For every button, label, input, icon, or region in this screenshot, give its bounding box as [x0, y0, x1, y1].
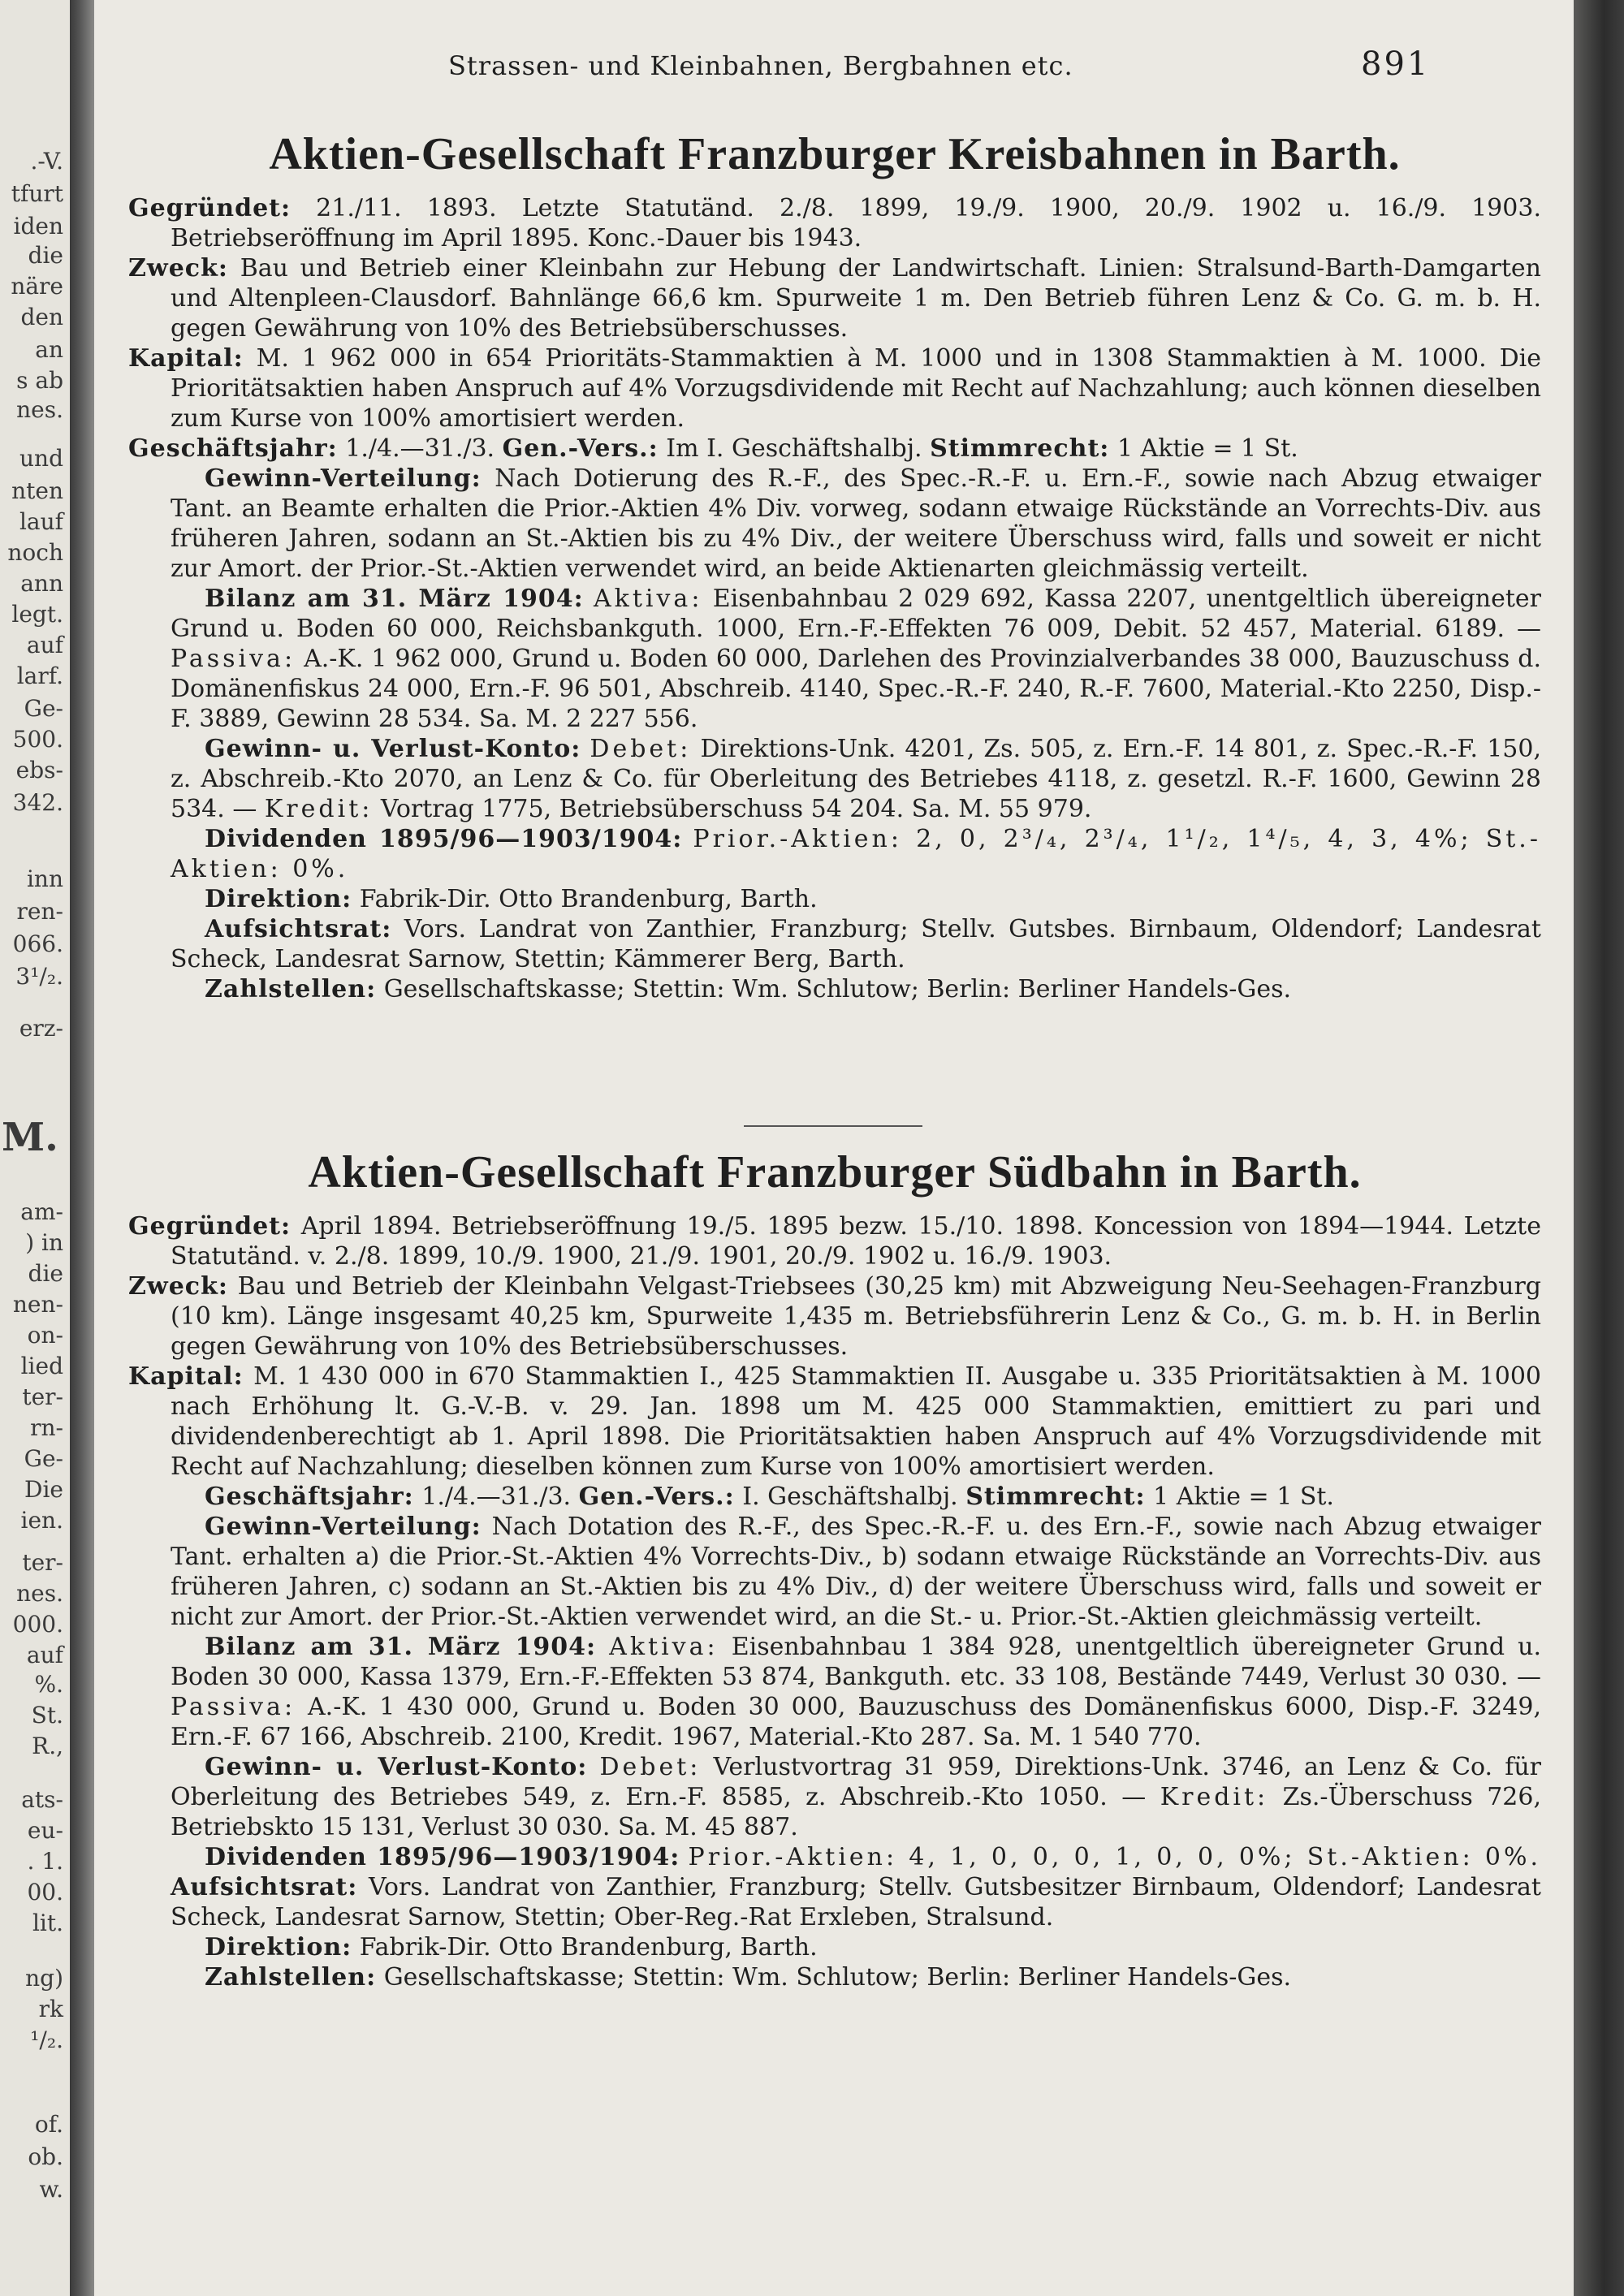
adjacent-page-fragment-text: Ge- [24, 1445, 63, 1472]
adjacent-page-fragment-text: w. [39, 2176, 63, 2203]
liabilities-text: A.-K. 1 962 000, Grund u. Boden 60 000, Darlehen des Provinzialverbandes 38 000, Bauzuschuss d. Domänenfiskus 24 000, Ern.-F. 96 501, Abschreib. 4140, Spec.-R.-F. 240, R.-F. 7600, Material.-Kto 2250, Disp.-F. 3889, Gewinn 28 534. Sa. M. 2 227 556. [171, 645, 1541, 733]
voting-right-text: 1 Aktie = 1 St. [1116, 434, 1298, 463]
fiscal-year-entry [128, 1482, 1541, 1512]
adjacent-page-fragment [0, 0, 70, 2296]
section-divider [744, 1125, 922, 1127]
profit-loss-entry [128, 1752, 1541, 1842]
debit-label: Debet: [599, 1753, 702, 1781]
fiscal-year-entry [128, 434, 1541, 464]
adjacent-page-fragment-text: iden [13, 213, 63, 240]
adjacent-page-fragment-text: inn [26, 865, 63, 892]
assets-label: Aktiva: [593, 585, 703, 613]
adjacent-page-fragment-text: legt. [11, 601, 63, 628]
fiscal-year-label: Geschäftsjahr: [128, 434, 338, 463]
supervisory-board-text: Vors. Landrat von Zanthier, Franzburg; Stellv. Gutsbes. Birnbaum, Oldendorf; Landesrat Scheck, Landesrat Sarnow, Stettin; Kämmerer Berg, Barth. [171, 915, 1541, 973]
adjacent-page-fragment-text: erz- [19, 1015, 63, 1042]
adjacent-page-fragment-text: eu- [27, 1817, 63, 1844]
balance-entry [128, 1632, 1541, 1752]
adjacent-page-fragment-text: lit. [32, 1910, 63, 1936]
adjacent-page-fragment-text: die [28, 242, 63, 269]
founded-label: Gegründet: [128, 1212, 292, 1241]
adjacent-page-fragment-text: ann [20, 570, 63, 597]
dividends-text: Prior.-Aktien: 4, 1, 0, 0, 0, 1, 0, 0, 0%; St.-Aktien: 0%. [688, 1843, 1541, 1871]
assets-text: Eisenbahnbau 1 384 928, unentgeltlich übereigneter Grund u. Boden 30 000, Kassa 1379, Ern.-F.-Effekten 53 874, Bankguth. etc. 33 108, Bestände 7449, Verlust 30 030. — [171, 1633, 1542, 1691]
adjacent-page-fragment-text: ter- [22, 1549, 63, 1576]
adjacent-page-fragment-text: on- [27, 1322, 63, 1349]
founded-entry [128, 1211, 1541, 1271]
adjacent-page-fragment-text: ren- [16, 898, 63, 925]
profit-distribution-text: Nach Dotierung des R.-F., des Spec.-R.-F. u. Ern.-F., sowie nach Abzug etwaiger Tant. an Beamte erhalten die Prior.-Aktien 4% Div. vorweg, sodann etwaige Rückstände an Vorrechts-Div. aus früheren Jahren, sodann an St.-Aktien bis zu 4% Div., der weitere Überschuss wird, falls und soweit er nicht zur Amort. der Prior.-St.-Aktien verwendet wird, an beide Aktienarten gleichmässig verteilt. [171, 464, 1541, 583]
management-entry [128, 884, 1541, 914]
balance-entry [128, 584, 1541, 734]
general-meeting-label: Gen.-Vers.: [502, 434, 659, 463]
adjacent-page-fragment-text: ebs- [15, 757, 63, 783]
adjacent-page-fragment-text: ) in [25, 1229, 63, 1256]
founded-text: 21./11. 1893. Letzte Statutänd. 2./8. 1899, 19./9. 1900, 20./9. 1902 u. 16./9. 1903. Betriebseröffnung im April 1895. Konc.-Dauer bis 1943. [171, 194, 1541, 252]
purpose-label: Zweck: [128, 1272, 228, 1301]
adjacent-page-fragment-text: lauf [19, 508, 63, 535]
adjacent-page-fragment-text: nes. [16, 1580, 63, 1607]
paying-agents-text: Gesellschaftskasse; Stettin: Wm. Schlutow; Berlin: Berliner Handels-Ges. [383, 975, 1292, 1003]
adjacent-page-fragment-text: ter- [22, 1383, 63, 1410]
fiscal-year-text: 1./4.—31./3. [345, 434, 495, 463]
dividends-label: Dividenden 1895/96—1903/1904: [205, 1843, 680, 1871]
adjacent-page-fragment-text: of. [34, 2111, 63, 2138]
paying-agents-text: Gesellschaftskasse; Stettin: Wm. Schlutow; Berlin: Berliner Handels-Ges. [383, 1963, 1292, 1992]
voting-right-label: Stimmrecht: [965, 1482, 1146, 1511]
capital-label: Kapital: [128, 1362, 244, 1391]
adjacent-page-fragment-text: .-V. [30, 148, 63, 175]
adjacent-page-fragment-text: rk [38, 1996, 63, 2022]
paying-agents-entry [128, 974, 1541, 1004]
adjacent-page-fragment-text: die [28, 1260, 63, 1287]
article-title: Aktien-Gesellschaft Franzburger Südbahn in Barth. [308, 1147, 1362, 1198]
adjacent-page-fragment-text: %. [34, 1671, 63, 1698]
management-text: Fabrik-Dir. Otto Brandenburg, Barth. [359, 1933, 818, 1962]
general-meeting-label: Gen.-Vers.: [578, 1482, 735, 1511]
paying-agents-label: Zahlstellen: [205, 1963, 377, 1992]
dividends-entry [128, 824, 1541, 884]
adjacent-page-fragment-text: larf. [16, 662, 63, 689]
adjacent-page-fragment-text: den [20, 304, 63, 330]
paying-agents-label: Zahlstellen: [205, 975, 377, 1003]
assets-label: Aktiva: [609, 1633, 719, 1661]
fiscal-year-text: 1./4.—31./3. [421, 1482, 572, 1511]
debit-text: Direktions-Unk. 4201, Zs. 505, z. Ern.-F. 14 801, z. Spec.-R.-F. 150, z. Abschreib.-Kto 2070, an Lenz & Co. für Oberleitung des Betriebes 4118, z. gesetzl. R.-F. 1600, Gewinn 28 534. — [171, 735, 1541, 823]
voting-right-text: 1 Aktie = 1 St. [1153, 1482, 1334, 1511]
profit-distribution-entry [128, 1512, 1541, 1632]
adjacent-page-fragment-text: rn- [30, 1414, 63, 1441]
liabilities-label: Passiva: [171, 645, 296, 673]
credit-label: Kredit: [264, 795, 374, 823]
liabilities-text: A.-K. 1 430 000, Grund u. Boden 30 000, Bauzuschuss des Domänenfiskus 6000, Disp.-F. 3249, Ern.-F. 67 166, Abschreib. 2100, Kredit. 1967, Material.-Kto 287. Sa. M. 1 540 770. [171, 1693, 1541, 1751]
adjacent-page-fragment-text: nes. [16, 396, 63, 423]
adjacent-page-fragment-text: tfurt [11, 180, 63, 207]
adjacent-page-fragment-text: Die [24, 1476, 63, 1503]
credit-text: Zs.-Überschuss 726, Betriebskto 15 131, Verlust 30 030. Sa. M. 45 887. [171, 1783, 1542, 1841]
page-edge-shadow [1574, 0, 1624, 2296]
adjacent-page-fragment-text: M. [2, 1115, 58, 1160]
article-suedbahn [128, 1146, 1541, 1992]
book-gutter [70, 0, 94, 2296]
adjacent-page-fragment-text: an [35, 336, 63, 363]
adjacent-page-fragment-text: R., [32, 1733, 63, 1759]
page [94, 0, 1574, 2296]
adjacent-page-fragment-text: auf [26, 1642, 63, 1668]
adjacent-page-fragment-text: s ab [16, 367, 63, 394]
profit-distribution-label: Gewinn-Verteilung: [205, 464, 482, 493]
adjacent-page-fragment-text: am- [20, 1198, 63, 1225]
adjacent-page-fragment-text: näre [11, 273, 63, 300]
dividends-label: Dividenden 1895/96—1903/1904: [205, 825, 683, 853]
purpose-text: Bau und Betrieb einer Kleinbahn zur Hebung der Landwirtschaft. Linien: Stralsund-Barth-Damgarten und Altenpleen-Clausdorf. Bahnlänge 66,6 km. Spurweite 1 m. Den Betrieb führen Lenz & Co. G. m. b. H. gegen Gewährung von 10% des Betriebsüberschusses. [171, 254, 1541, 343]
adjacent-page-fragment-text: . 1. [27, 1848, 63, 1875]
adjacent-page-fragment-text: 066. [12, 930, 63, 957]
adjacent-page-fragment-text: ats- [21, 1786, 63, 1813]
management-entry [128, 1932, 1541, 1962]
purpose-entry [128, 1271, 1541, 1362]
article-kreisbahnen [128, 128, 1541, 1004]
debit-text: Verlustvortrag 31 959, Direktions-Unk. 3746, an Lenz & Co. für Oberleitung des Betriebes 549, z. Ern.-F. 8585, z. Abschreib.-Kto 1050. — [171, 1753, 1541, 1811]
profit-loss-entry [128, 734, 1541, 824]
profit-distribution-label: Gewinn-Verteilung: [205, 1513, 482, 1541]
general-meeting-text: Im I. Geschäftshalbj. [666, 434, 922, 463]
profit-distribution-text: Nach Dotation des R.-F., des Spec.-R.-F. u. des Ern.-F., sowie nach Abzug etwaiger Tant. erhalten a) die Prior.-St.-Aktien 4% Vorrechts-Div., b) sodann etwaige Rückstände an Vorrechts-Div. aus früheren Jahren, c) sodann an St.-Aktien bis zu 4% Div., d) der weitere Überschuss wird, falls und soweit er nicht zur Amort. der Prior.-St.-Aktien verwendet wird, an die St.- u. Prior.-St.-Aktien gleichmässig verteilt. [171, 1513, 1541, 1631]
dividends-entry [128, 1842, 1541, 1932]
assets-text: Eisenbahnbau 2 029 692, Kassa 2207, unentgeltlich übereigneter Grund u. Boden 60 000, Reichsbankguth. 1000, Ern.-F.-Effekten 76 009, Debit. 52 457, Material. 6189. — [171, 585, 1541, 643]
purpose-label: Zweck: [128, 254, 228, 283]
profit-distribution-entry [128, 464, 1541, 584]
capital-text: M. 1 430 000 in 670 Stammaktien I., 425 Stammaktien II. Ausgabe u. 335 Prioritätsaktien à M. 1000 nach Erhöhung lt. G.-V.-B. v. 29. Jan. 1898 um M. 425 000 Stammaktien, emittiert zu pari und dividendenberechtigt ab 1. April 1898. Die Prioritätsaktien haben Anspruch auf 4% Vorzugsdividende mit Recht auf Nachzahlung; dieselben können zum Kurse von 100% amortisiert werden. [171, 1362, 1541, 1481]
adjacent-page-fragment-text: auf [26, 632, 63, 658]
supervisory-board-label: Aufsichtsrat: [205, 915, 392, 943]
page-number: 891 [1361, 45, 1431, 83]
general-meeting-text: I. Geschäftshalbj. [742, 1482, 958, 1511]
management-label: Direktion: [205, 1933, 352, 1962]
capital-label: Kapital: [128, 344, 244, 373]
founded-label: Gegründet: [128, 194, 292, 222]
founded-entry [128, 193, 1541, 253]
adjacent-page-fragment-text: noch [7, 539, 63, 566]
profit-loss-label: Gewinn- u. Verlust-Konto: [205, 735, 581, 763]
adjacent-page-fragment-text: ob. [28, 2143, 63, 2170]
adjacent-page-fragment-text: und [19, 445, 63, 472]
adjacent-page-fragment-text: 342. [12, 789, 63, 816]
adjacent-page-fragment-text: ien. [20, 1507, 63, 1534]
adjacent-page-fragment-text: Ge- [24, 695, 63, 722]
adjacent-page-fragment-text: ng) [25, 1965, 63, 1992]
running-title: Strassen- und Kleinbahnen, Bergbahnen etc. [448, 50, 1073, 81]
capital-entry [128, 1362, 1541, 1482]
adjacent-page-fragment-text: ¹/₂. [30, 2026, 63, 2053]
article-title: Aktien-Gesellschaft Franzburger Kreisbahnen in Barth. [269, 129, 1401, 179]
supervisory-board-label: Aufsichtsrat: [171, 1873, 358, 1901]
management-text: Fabrik-Dir. Otto Brandenburg, Barth. [359, 885, 818, 913]
fiscal-year-label: Geschäftsjahr: [205, 1482, 414, 1511]
debit-label: Debet: [590, 735, 692, 763]
liabilities-label: Passiva: [171, 1693, 296, 1721]
adjacent-page-fragment-text: 500. [12, 726, 63, 753]
adjacent-page-fragment-text: lied [20, 1353, 63, 1379]
credit-text: Vortrag 1775, Betriebsüberschuss 54 204. Sa. M. 55 979. [380, 795, 1092, 823]
supervisory-board-entry [128, 914, 1541, 974]
balance-label: Bilanz am 31. März 1904: [205, 1633, 597, 1661]
voting-right-label: Stimmrecht: [930, 434, 1110, 463]
purpose-entry [128, 253, 1541, 343]
supervisory-board-text: Vors. Landrat von Zanthier, Franzburg; Stellv. Gutsbesitzer Birnbaum, Oldendorf; Landesrat Scheck, Landesrat Sarnow, Stettin; Ober-Reg.-Rat Erxleben, Stralsund. [171, 1873, 1541, 1931]
adjacent-page-fragment-text: 00. [27, 1879, 63, 1905]
capital-text: M. 1 962 000 in 654 Prioritäts-Stammaktien à M. 1000 und in 1308 Stammaktien à M. 1000. Die Prioritätsaktien haben Anspruch auf 4% Vorzugsdividende mit Recht auf Nachzahlung; auch können dieselben zum Kurse von 100% amortisiert werden. [171, 344, 1541, 433]
dividends-text: Prior.-Aktien: 2, 0, 2³/₄, 2³/₄, 1¹/₂, 1⁴/₅, 4, 3, 4%; St.-Aktien: 0%. [171, 825, 1541, 883]
founded-text: April 1894. Betriebseröffnung 19./5. 1895 bezw. 15./10. 1898. Koncession von 1894—1944. Letzte Statutänd. v. 2./8. 1899, 10./9. 1900, 21./9. 1901, 20./9. 1902 u. 16./9. 1903. [171, 1212, 1541, 1271]
adjacent-page-fragment-text: nten [11, 477, 63, 504]
credit-label: Kredit: [1160, 1783, 1269, 1811]
adjacent-page-fragment-text: St. [31, 1702, 63, 1728]
capital-entry [128, 343, 1541, 434]
adjacent-page-fragment-text: 000. [12, 1611, 63, 1638]
adjacent-page-fragment-text: nen- [12, 1291, 63, 1318]
balance-label: Bilanz am 31. März 1904: [205, 585, 584, 613]
adjacent-page-fragment-text: 3¹/₂. [15, 963, 63, 990]
profit-loss-label: Gewinn- u. Verlust-Konto: [205, 1753, 588, 1781]
paying-agents-entry [128, 1962, 1541, 1992]
management-label: Direktion: [205, 885, 352, 913]
purpose-text: Bau und Betrieb der Kleinbahn Velgast-Triebsees (30,25 km) mit Abzweigung Neu-Seehagen-Franzburg (10 km). Länge insgesamt 40,25 km, Spurweite 1,435 m. Betriebsführerin Lenz & Co., G. m. b. H. in Berlin gegen Gewährung von 10% des Betriebsüberschusses. [171, 1272, 1542, 1361]
